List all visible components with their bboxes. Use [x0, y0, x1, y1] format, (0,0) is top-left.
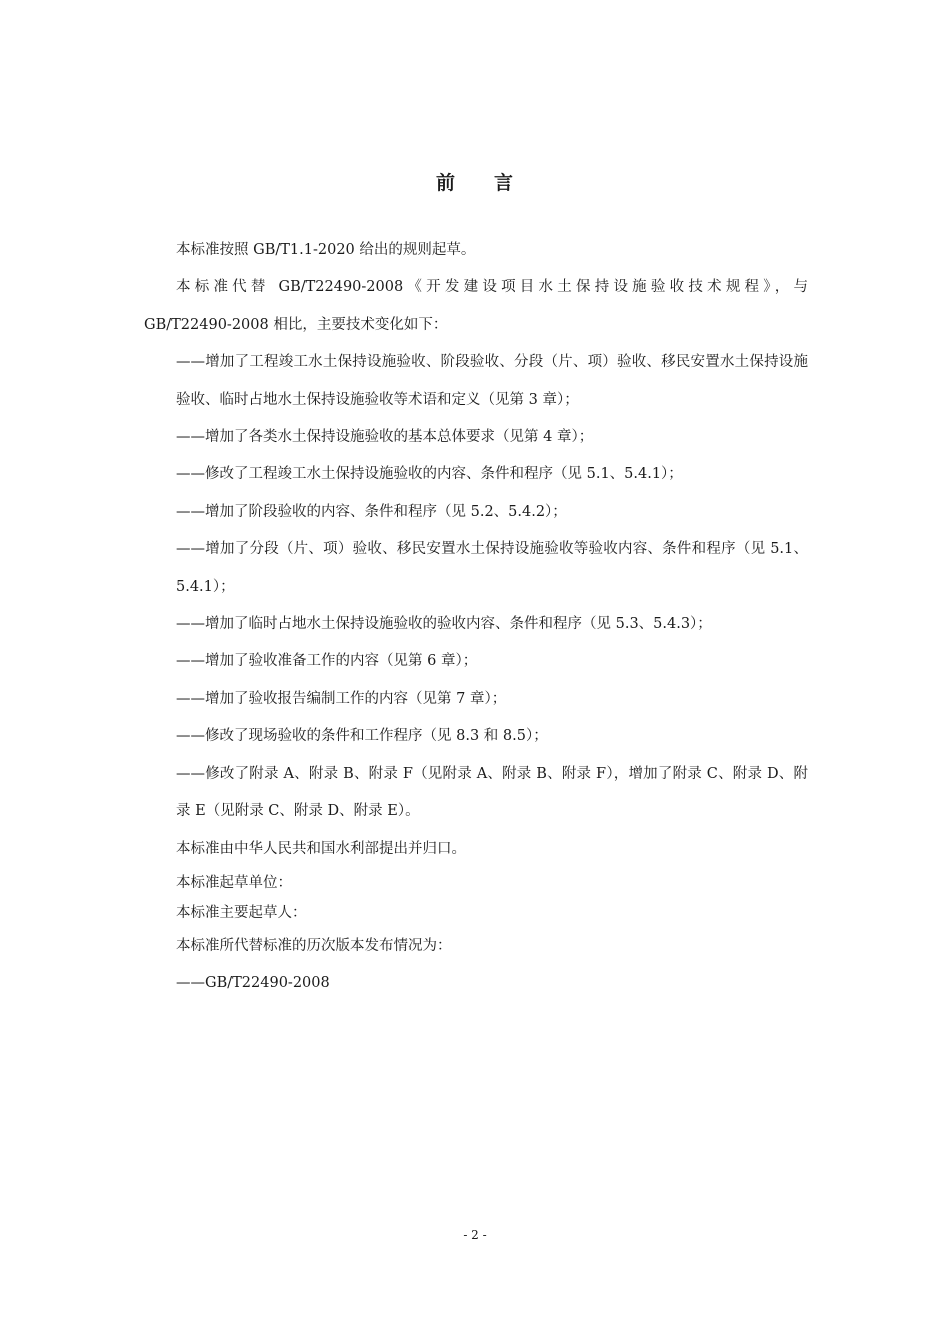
change-item-8: ——增加了验收报告编制工作的内容（见第 7 章）； — [176, 690, 507, 707]
change-item-4: ——增加了阶段验收的内容、条件和程序（见 5.2、5.4.2）； — [176, 503, 567, 520]
change-item-5: ——增加了分段（片、项）验收、移民安置水土保持设施验收等验收内容、条件和程序（见 5.1、5.4.1）； — [176, 541, 808, 595]
change-item-1: ——增加了工程竣工水土保持设施验收、阶段验收、分段（片、项）验收、移民安置水土保持设施验收、临时占地水土保持设施验收等术语和定义（见第 3 章）； — [176, 354, 808, 408]
page-number: - 2 - — [463, 1228, 487, 1242]
paragraph-replaces-line2: GB/T22490-2008 相比，主要技术变化如下： — [144, 316, 448, 333]
paragraph-drafting-units: 本标准起草单位： — [176, 874, 292, 891]
page-title — [0, 168, 950, 195]
document-body — [144, 232, 808, 1003]
title-char-right: 言 — [494, 172, 515, 194]
title-char-left: 前 — [435, 172, 456, 194]
paragraph-drafting-rules: 本标准按照 GB/T1.1-2020 给出的规则起草。 — [176, 242, 476, 258]
paragraph-history: 本标准所代替标准的历次版本发布情况为： — [176, 937, 452, 954]
paragraph-main-drafters: 本标准主要起草人： — [176, 904, 307, 921]
change-item-9: ——修改了现场验收的条件和工作程序（见 8.3 和 8.5）； — [176, 728, 548, 745]
history-item: ——GB/T22490-2008 — [176, 975, 330, 992]
paragraph-replaces-line1: 本标准代替 GB/T22490-2008《开发建设项目水土保持设施验收技术规程》，与 — [176, 279, 808, 296]
change-item-10: ——修改了附录 A、附录 B、附录 F（见附录 A、附录 B、附录 F），增加了附录 C、附录 D、附录 E（见附录 C、附录 D、附录 E）。 — [176, 765, 808, 820]
change-item-3: ——修改了工程竣工水土保持设施验收的内容、条件和程序（见 5.1、5.4.1）； — [176, 466, 683, 483]
change-item-6: ——增加了临时占地水土保持设施验收的验收内容、条件和程序（见 5.3、5.4.3）； — [176, 616, 712, 633]
change-item-7: ——增加了验收准备工作的内容（见第 6 章）； — [176, 653, 478, 670]
change-item-2: ——增加了各类水土保持设施验收的基本总体要求（见第 4 章）； — [176, 429, 594, 446]
paragraph-proposed-by: 本标准由中华人民共和国水利部提出并归口。 — [176, 840, 466, 857]
